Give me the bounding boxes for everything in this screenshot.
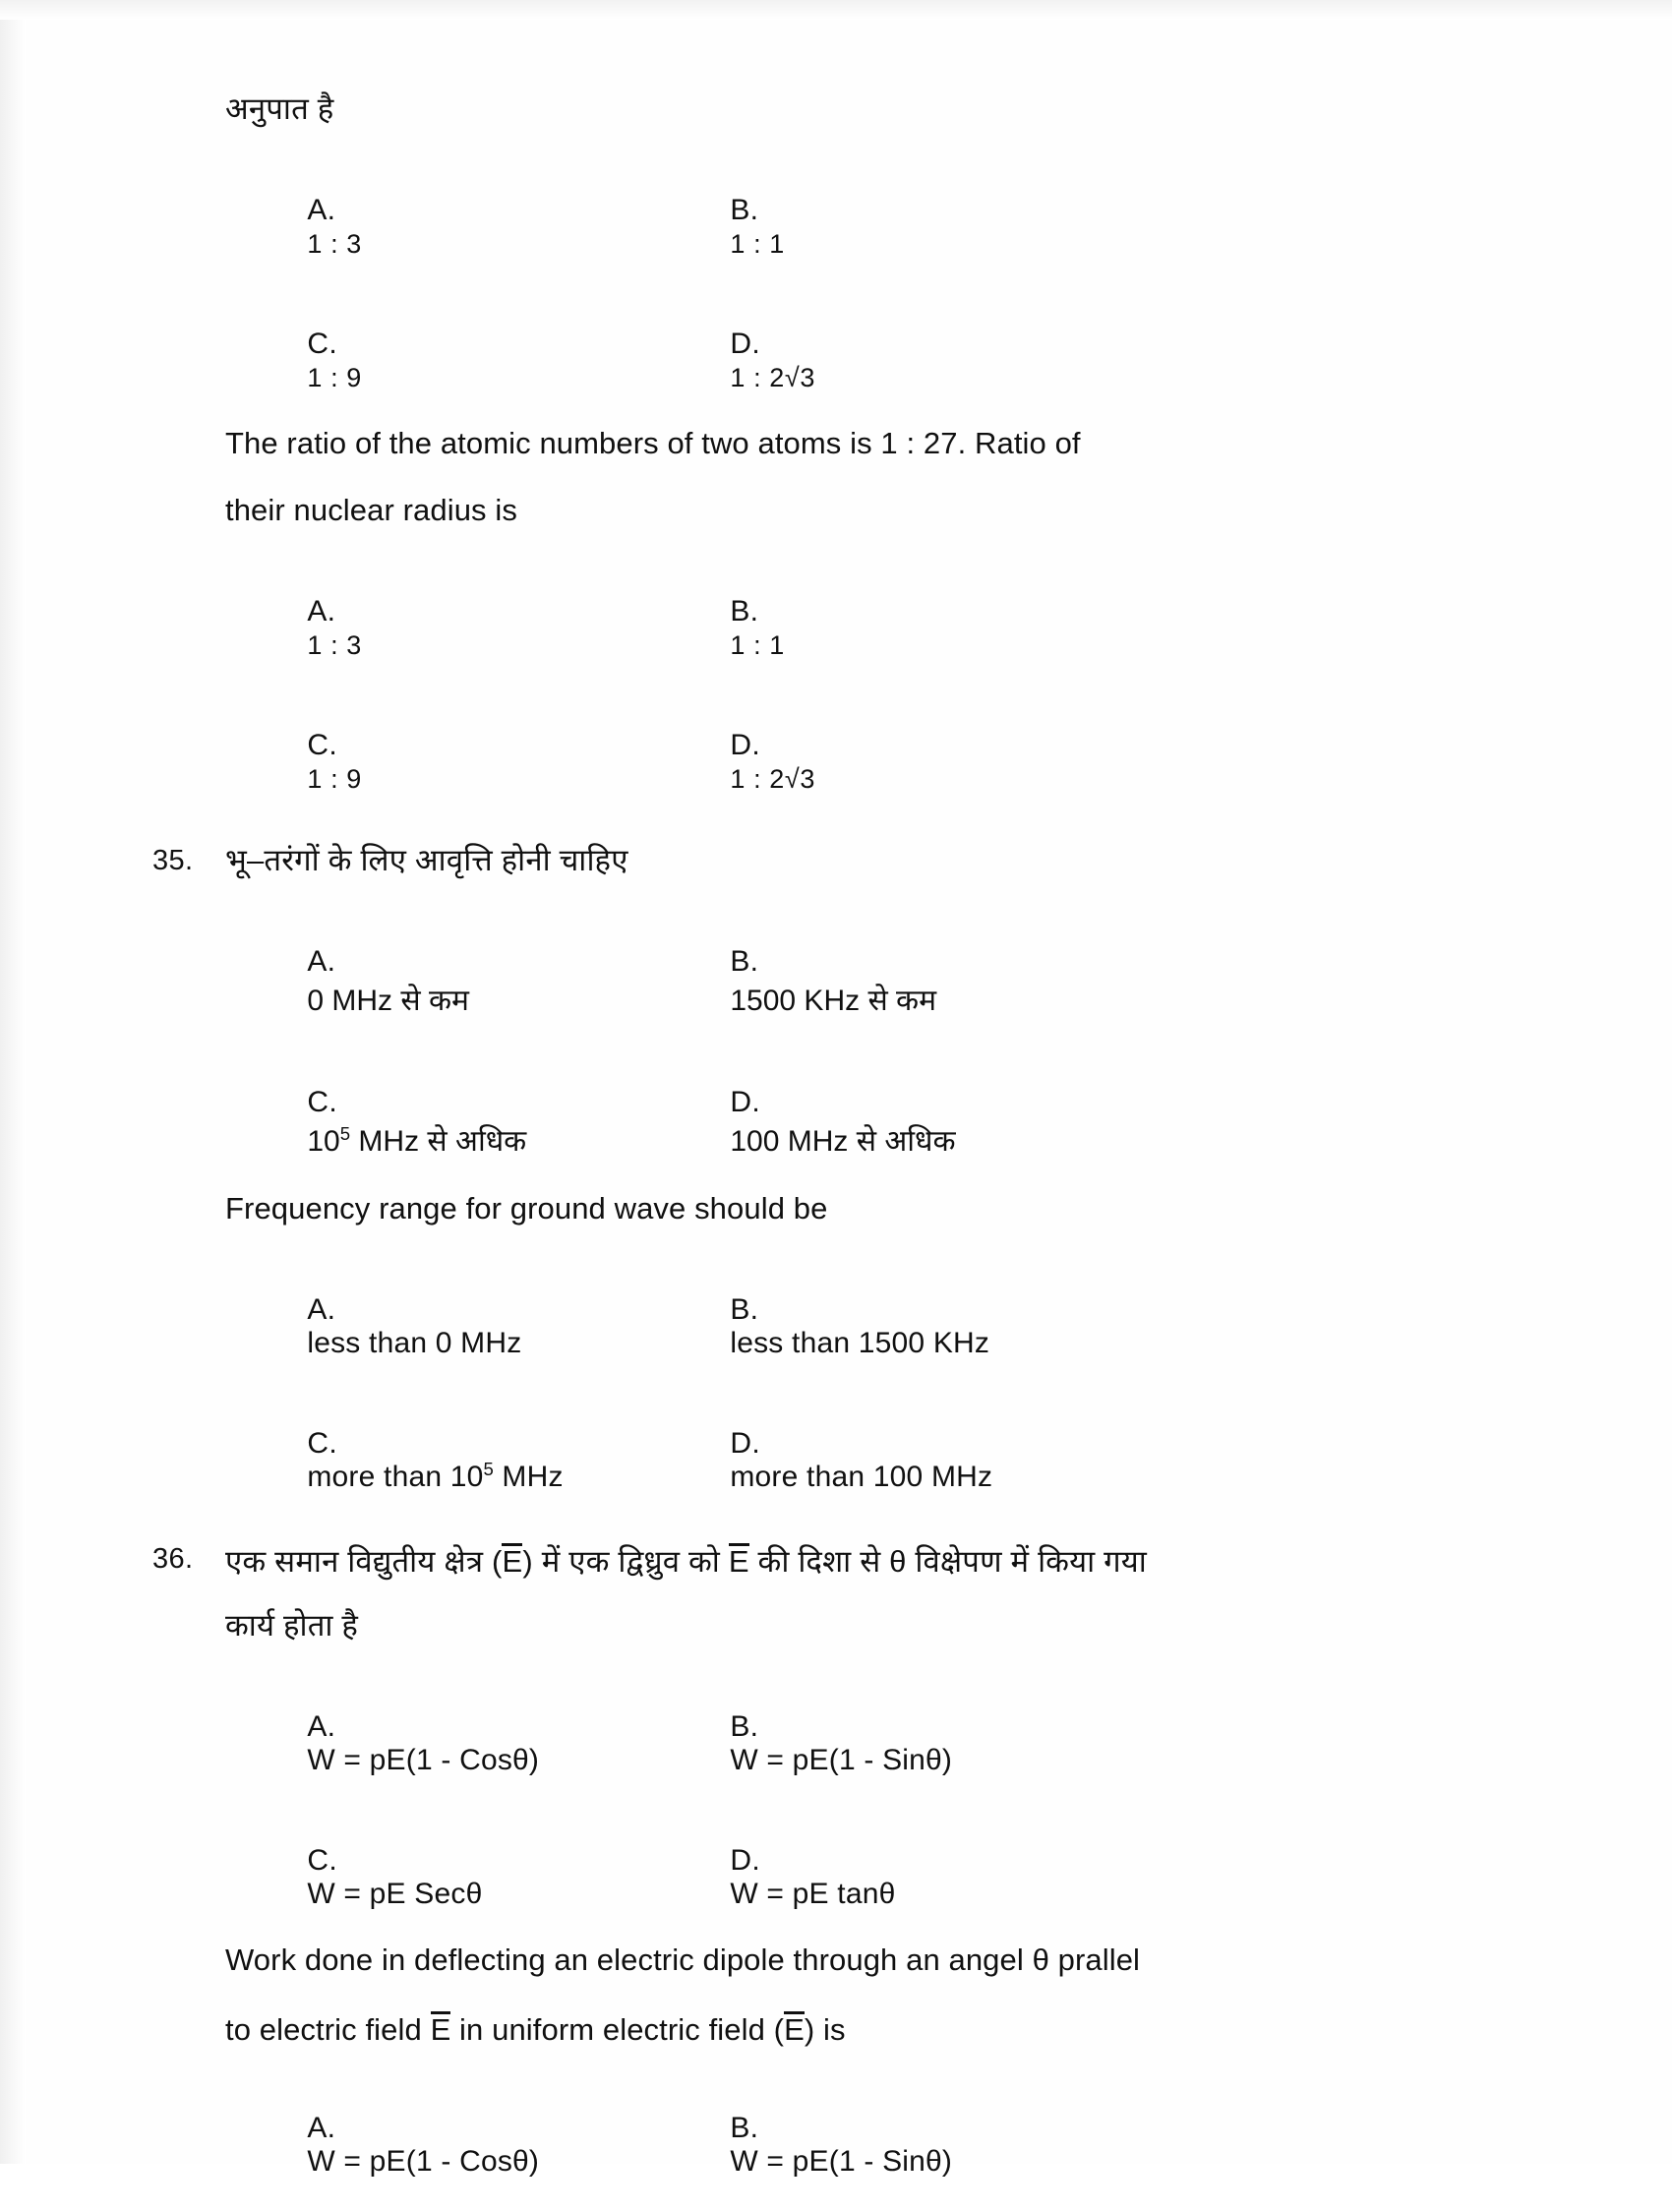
option-label: C. <box>307 328 337 360</box>
e-field-vector-symbol: E <box>502 1544 523 1579</box>
option-a-english[interactable] <box>225 562 648 695</box>
stem-text: their nuclear radius is <box>225 493 517 527</box>
option-value: W = pE Secθ <box>307 1878 483 1910</box>
option-value: 1 : 2√3 <box>730 764 815 794</box>
stem-text: The ratio of the atomic numbers of two atoms is 1 : 27. Ratio of <box>225 426 1081 460</box>
option-value-unit: MHz <box>493 1461 564 1493</box>
option-label: D. <box>730 1427 760 1460</box>
question-stem-english-36-line2 <box>211 2011 1451 2078</box>
options-row-hindi-ab-36 <box>211 1677 1451 1811</box>
options-row-hindi-cd <box>211 294 1451 428</box>
option-label: A. <box>307 595 336 628</box>
option-value: W = pE(1 - Cosθ) <box>307 1744 540 1776</box>
option-c-english[interactable] <box>225 1394 648 1527</box>
question-stem-english-35 <box>211 1193 1451 1260</box>
question-stem-hindi-35 <box>152 843 1451 912</box>
option-d-english[interactable] <box>648 1394 1451 1527</box>
option-d-hindi[interactable] <box>648 1811 1451 1944</box>
stem-text: Work done in deflecting an electric dipole through an angel θ prallel <box>225 1943 1141 1977</box>
options-row-hindi-ab-35 <box>211 912 1451 1052</box>
option-label: D. <box>730 1086 760 1118</box>
scan-edge-top <box>0 0 1672 20</box>
options-row-english-ab-35 <box>211 1260 1451 1394</box>
option-label: C. <box>307 1427 337 1460</box>
option-label: D. <box>730 729 760 761</box>
option-value: less than 0 MHz <box>307 1327 522 1359</box>
stem-text <box>211 2011 846 2045</box>
option-value-base: 10 <box>307 1125 340 1158</box>
options-row-english-ab-36 <box>211 2078 1451 2212</box>
e-field-vector-symbol: E <box>728 1544 749 1579</box>
stem-part: की दिशा से θ विक्षेपण में किया गया <box>748 1544 1148 1579</box>
option-a-hindi[interactable] <box>225 1677 648 1811</box>
option-c-english[interactable] <box>225 695 648 829</box>
question-block-35 <box>152 843 1451 1527</box>
option-label: A. <box>307 194 336 226</box>
option-value: 1 : 9 <box>307 363 362 392</box>
question-block-continuation <box>211 93 1451 829</box>
stem-part: ) में एक द्विध्रुव को <box>522 1544 729 1579</box>
option-a-english[interactable] <box>225 1260 648 1394</box>
option-value: 1 : 2√3 <box>730 363 815 392</box>
option-b-hindi[interactable] <box>648 160 1451 294</box>
question-stem-hindi-36-line2 <box>211 1610 1451 1677</box>
page-content <box>152 91 1451 2212</box>
question-stem-hindi-36-line1 <box>152 1543 1451 1610</box>
option-label: C. <box>307 1086 337 1118</box>
option-c-hindi[interactable] <box>225 1811 648 1944</box>
option-d-hindi[interactable] <box>648 1052 1451 1193</box>
option-c-hindi[interactable] <box>225 294 648 428</box>
stem-text: भू–तरंगों के लिए आवृत्ति होनी चाहिए <box>225 843 628 877</box>
stem-part: to electric field <box>225 2012 431 2047</box>
e-field-vector-symbol: E <box>784 2012 805 2047</box>
options-row-english-cd-35 <box>211 1394 1451 1527</box>
option-label: B. <box>730 1710 759 1743</box>
option-label: D. <box>730 328 760 360</box>
option-value: 1 : 1 <box>730 630 785 660</box>
stem-text: कार्य होता है <box>225 1608 359 1643</box>
option-label: B. <box>730 595 759 628</box>
question-number-35: 35. <box>152 845 194 876</box>
options-row-english-ab <box>211 562 1451 695</box>
option-value: W = pE(1 - Sinθ) <box>730 2145 953 2178</box>
option-a-english[interactable] <box>225 2078 648 2212</box>
stem-part: in uniform electric field ( <box>450 2012 785 2047</box>
stem-text <box>211 1543 1147 1577</box>
option-b-english[interactable] <box>648 562 1451 695</box>
stem-part: ) is <box>804 2012 846 2047</box>
option-value: W = pE(1 - Cosθ) <box>307 2145 540 2178</box>
option-value: 1 : 3 <box>307 630 362 660</box>
option-label: B. <box>730 194 759 226</box>
option-value: more than 100 MHz <box>730 1461 993 1493</box>
option-value-exponent: 5 <box>339 1123 351 1144</box>
stem-text: अनुपात है <box>225 91 334 126</box>
option-a-hindi[interactable] <box>225 160 648 294</box>
option-value: 100 MHz से अधिक <box>730 1125 956 1158</box>
option-value-unit: MHz से अधिक <box>350 1125 527 1158</box>
option-label: C. <box>307 729 337 761</box>
options-row-english-cd <box>211 695 1451 829</box>
option-value: 1 : 1 <box>730 229 785 259</box>
option-b-english[interactable] <box>648 1260 1451 1394</box>
e-field-vector-symbol: E <box>430 2012 451 2047</box>
scan-edge-left <box>0 0 26 2164</box>
options-row-hindi-ab <box>211 160 1451 294</box>
question-stem-english-36-line1 <box>211 1944 1451 2011</box>
question-number-36: 36. <box>152 1543 194 1575</box>
option-label: B. <box>730 1293 759 1326</box>
option-c-hindi[interactable] <box>225 1052 648 1193</box>
option-b-hindi[interactable] <box>648 1677 1451 1811</box>
option-value-base: more than 10 <box>307 1461 484 1493</box>
option-label: B. <box>730 2112 759 2144</box>
option-value-exponent: 5 <box>483 1459 494 1479</box>
option-label: A. <box>307 2112 336 2144</box>
option-value: 1 : 3 <box>307 229 362 259</box>
question-stem-english-line2 <box>211 495 1451 562</box>
option-label: B. <box>730 945 759 978</box>
stem-text: Frequency range for ground wave should be <box>225 1191 828 1226</box>
option-a-hindi[interactable] <box>225 912 648 1052</box>
question-stem-hindi-continuation <box>211 93 1451 160</box>
option-label: D. <box>730 1844 760 1877</box>
option-d-hindi[interactable] <box>648 294 1451 428</box>
option-label: A. <box>307 1710 336 1743</box>
option-value: W = pE(1 - Sinθ) <box>730 1744 953 1776</box>
question-block-36 <box>152 1543 1451 2212</box>
option-value: W = pE tanθ <box>730 1878 896 1910</box>
option-value: 1 : 9 <box>307 764 362 794</box>
option-label: A. <box>307 945 336 978</box>
options-row-hindi-cd-36 <box>211 1811 1451 1944</box>
option-label: A. <box>307 1293 336 1326</box>
option-b-hindi[interactable] <box>648 912 1451 1052</box>
stem-part: एक समान विद्युतीय क्षेत्र ( <box>225 1544 503 1579</box>
option-label: C. <box>307 1844 337 1877</box>
option-value: 1500 KHz से कम <box>730 985 937 1017</box>
option-b-english[interactable] <box>648 2078 1451 2212</box>
option-d-english[interactable] <box>648 695 1451 829</box>
question-stem-english-line1 <box>211 428 1451 495</box>
option-value: 0 MHz से कम <box>307 985 469 1017</box>
options-row-hindi-cd-35 <box>211 1052 1451 1193</box>
option-value: less than 1500 KHz <box>730 1327 990 1359</box>
